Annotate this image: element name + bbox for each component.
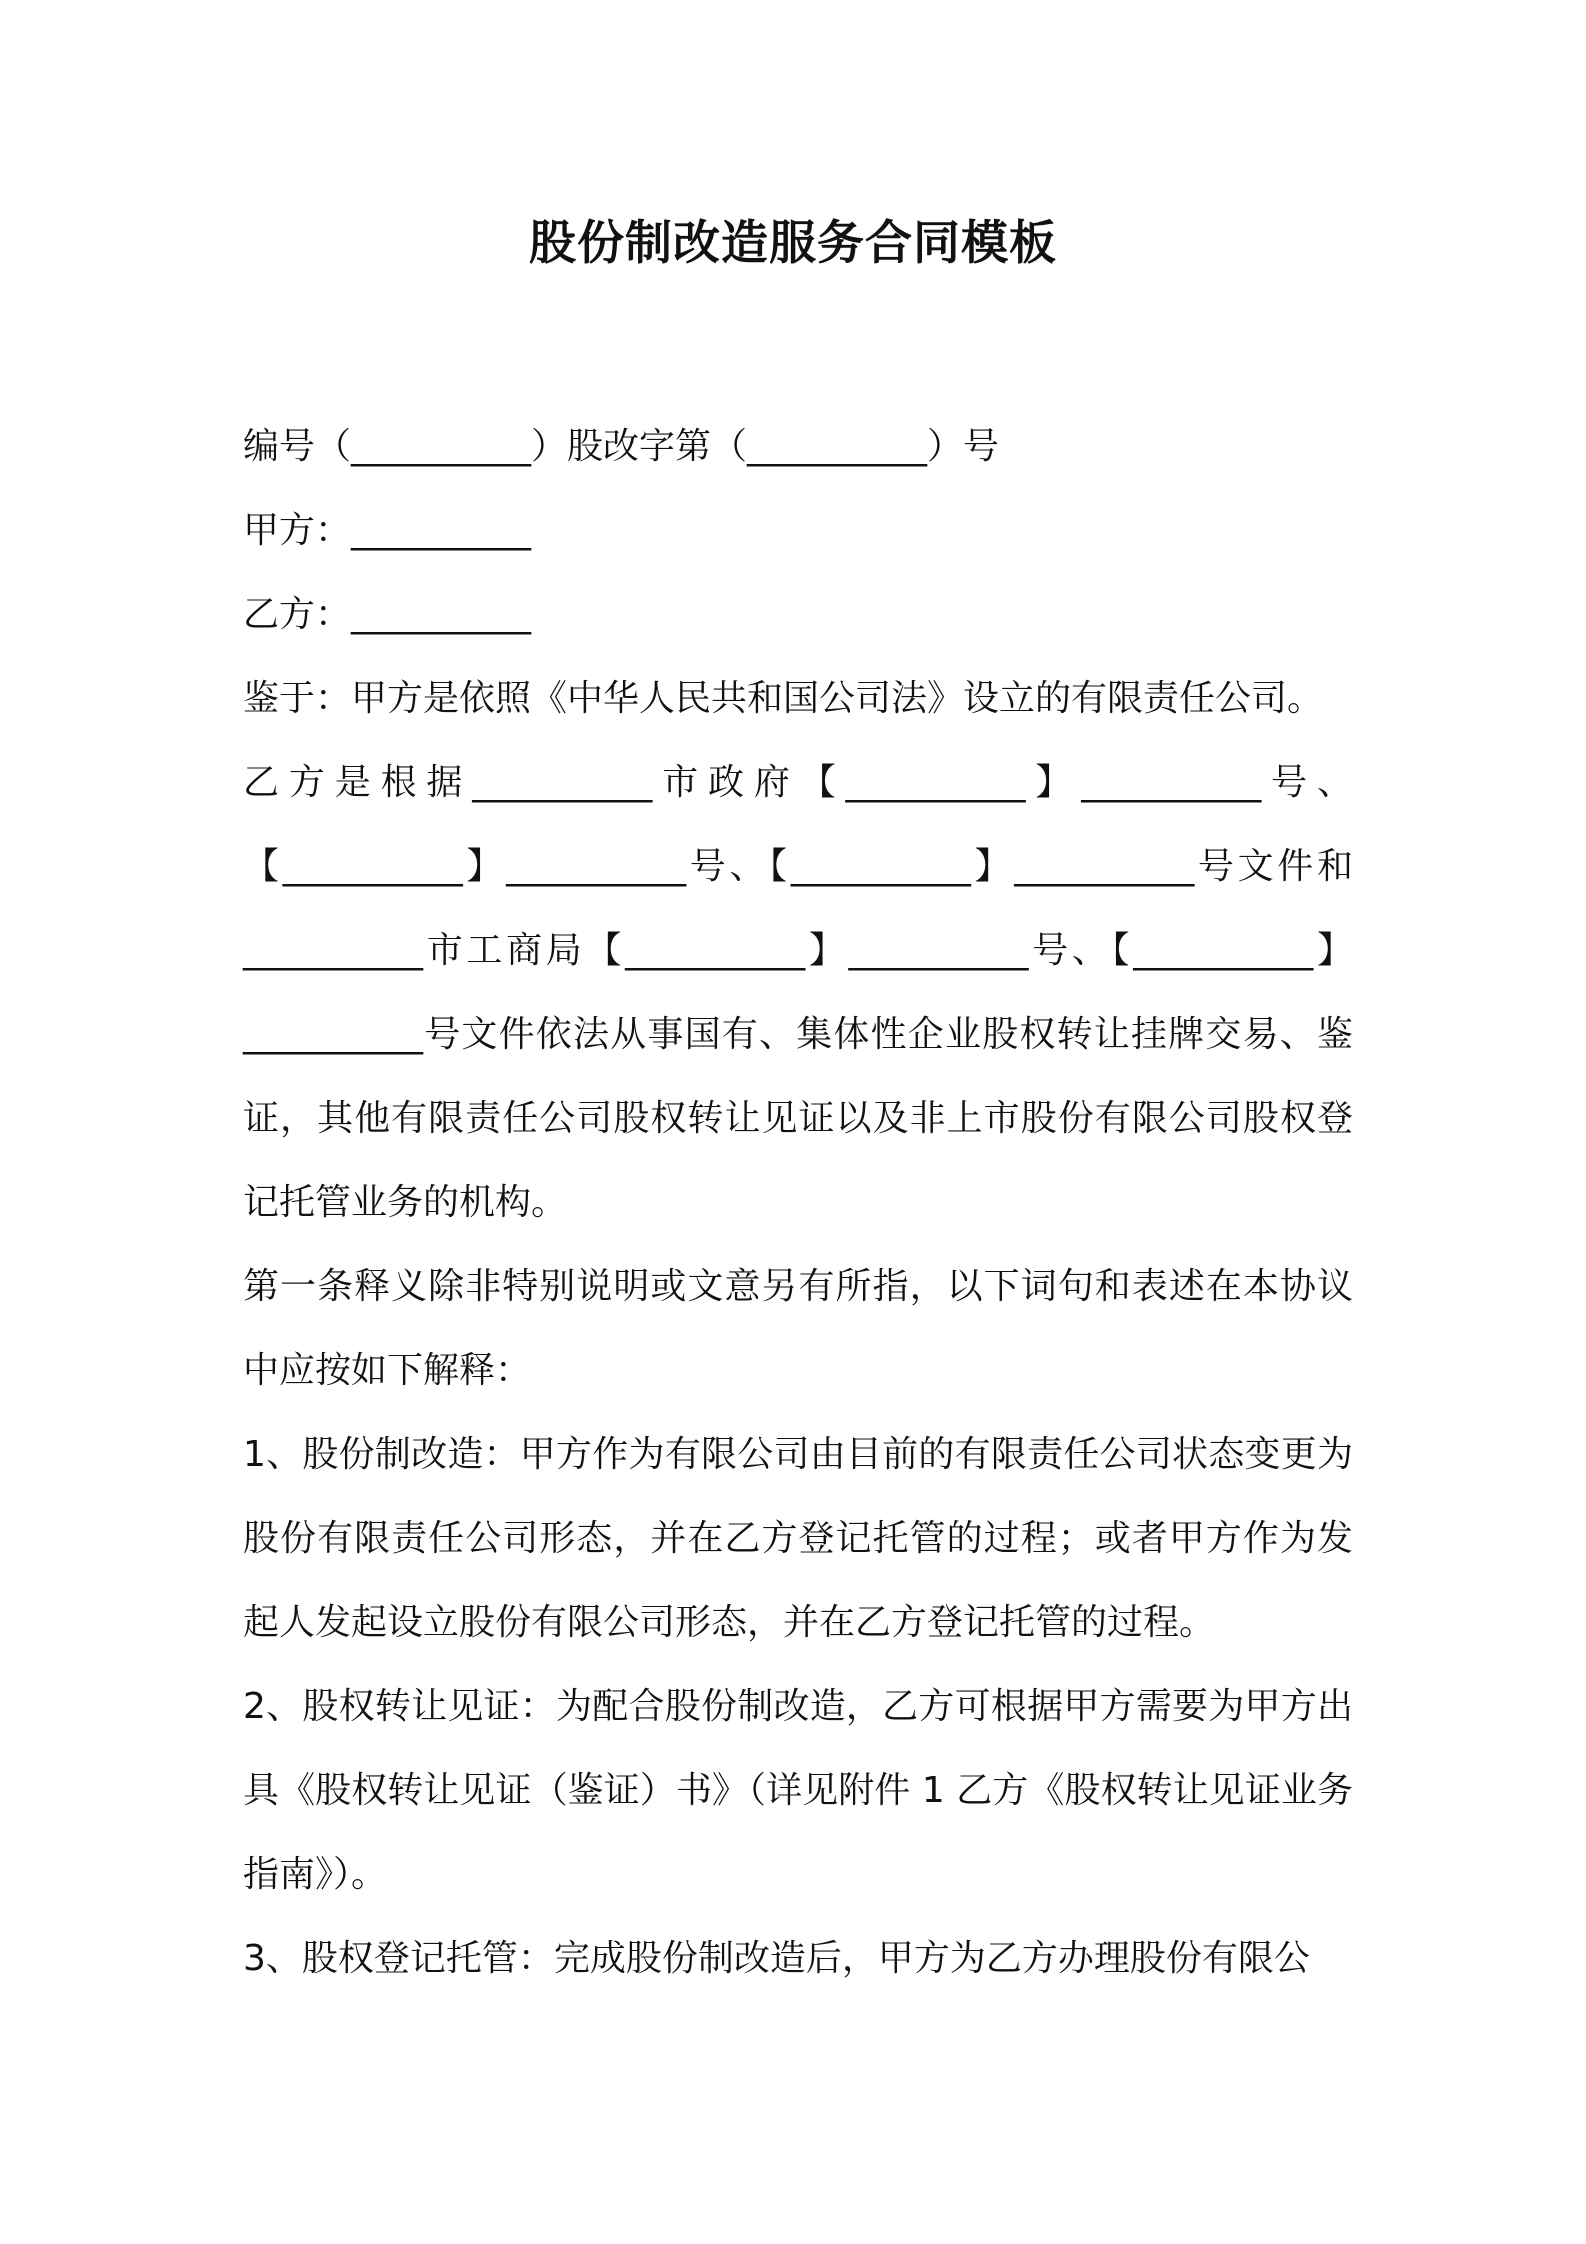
article-1-paragraph: 第一条释义除非特别说明或文意另有所指，以下词句和表述在本协议中应按如下解释： bbox=[243, 1266, 1353, 1391]
whereas-intro: 鉴于：甲方是依照《中华人民共和国公司法》设立的有限责任公司。 bbox=[243, 678, 1324, 719]
document-title: 股份制改造服务合同模板 bbox=[529, 216, 1057, 271]
definition-item-1: 1、股份制改造：甲方作为有限公司由目前的有限责任公司状态变更为股份有限责任公司形态，并在乙方登记托管的过程；或者甲方作为发起人发起设立股份有限公司形态，并在乙方登记托管的过程。 bbox=[243, 1434, 1353, 1643]
definition-item-2: 2、股权转让见证：为配合股份制改造，乙方可根据甲方需要为甲方出具《股权转让见证（鉴证）书》（详见附件 1 乙方《股权转让见证业务指南》）。 bbox=[243, 1686, 1353, 1895]
party-b-line: 乙方：__________ bbox=[243, 594, 532, 635]
definition-item-3: 3、股权登记托管：完成股份制改造后，甲方为乙方办理股份有限公 bbox=[243, 1938, 1310, 1979]
document-body bbox=[243, 405, 1353, 2001]
whereas-party-b-paragraph: 乙方是根据__________市政府【__________】__________号、【__________】__________号、【__________】__________号文件和__________市工商局【__________】__________号、【__________】__________号文件依法从事国有、集体性企业股权转让挂牌交易、鉴证，其他有限责任公司股权转让见证以及非上市股份有限公司股权登记托管业务的机构。 bbox=[243, 762, 1353, 1223]
contract-number-line: 编号（__________）股改字第（__________）号 bbox=[243, 426, 1000, 467]
party-a-line: 甲方：__________ bbox=[243, 510, 532, 551]
